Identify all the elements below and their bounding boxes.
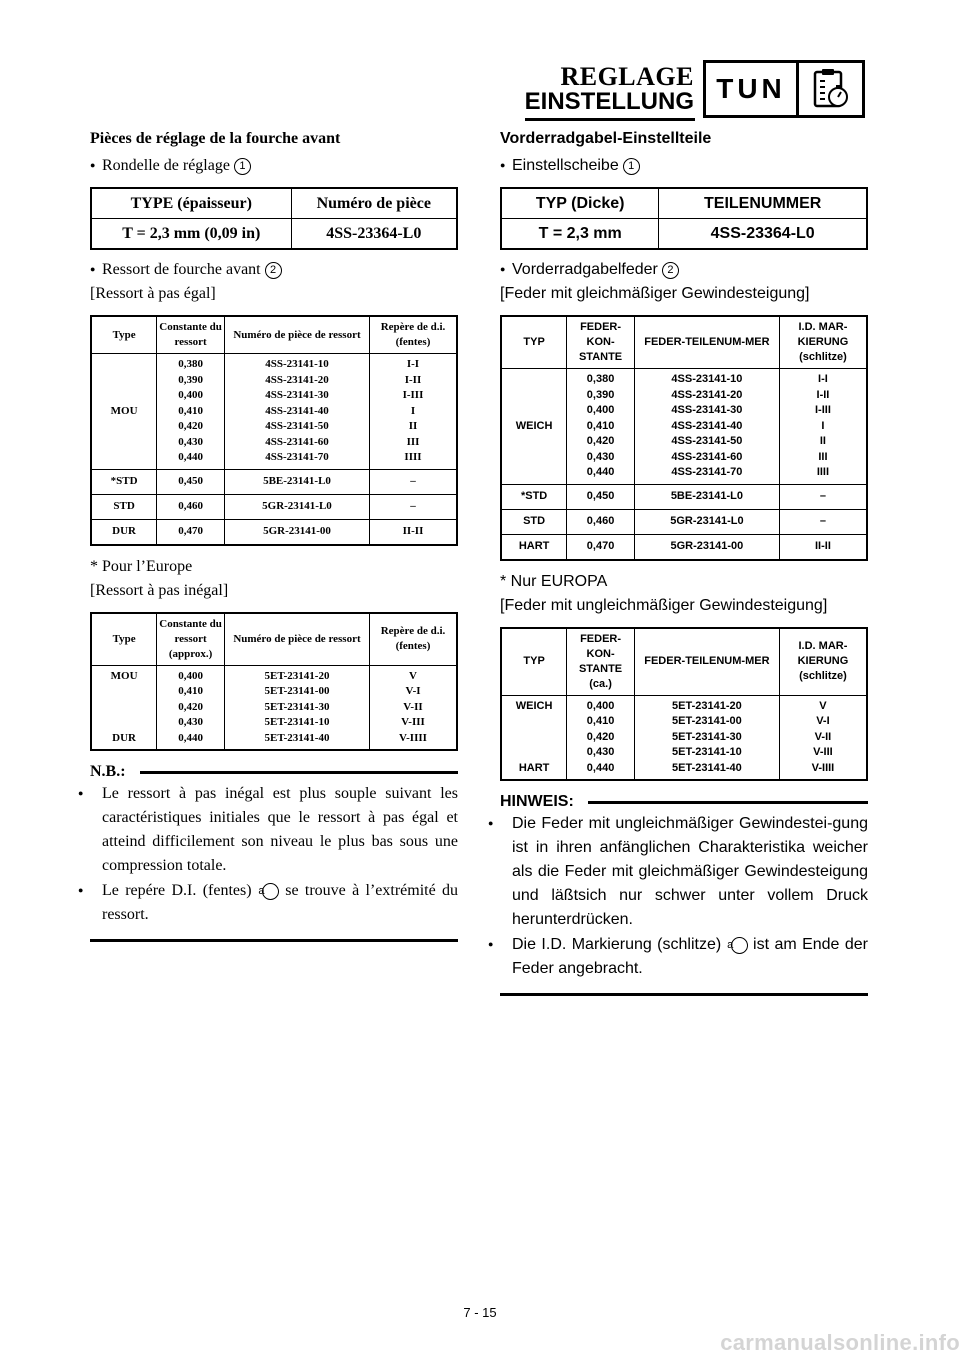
cell-line: 0,410 <box>178 685 203 697</box>
cell-line: 5ET-23141-10 <box>672 746 742 758</box>
table-cell-constants <box>567 369 635 485</box>
washer-table <box>500 187 868 250</box>
cell-line: 0,420 <box>178 420 203 432</box>
table-cell: 5GR-23141-L0 <box>634 509 779 534</box>
table-cell-marks <box>369 665 457 750</box>
bullet-spring <box>500 258 868 281</box>
table-cell-marks <box>779 695 867 780</box>
note-rule <box>588 801 868 804</box>
cell-line: V-II <box>403 700 423 713</box>
note-label: N.B.: <box>90 763 126 780</box>
table-cell: 4SS-23364-L0 <box>659 219 867 250</box>
cell-line: 4SS-23141-10 <box>671 373 743 385</box>
table-cell-constants <box>157 665 225 750</box>
washer-table <box>90 187 458 250</box>
callout-ref: a <box>731 937 748 954</box>
cell-line: V-I <box>405 685 421 697</box>
cell-line: V-IIII <box>399 731 427 744</box>
table-cell: DUR <box>91 519 157 545</box>
cell-line: 0,400 <box>178 669 203 682</box>
table-cell: STD <box>91 494 157 519</box>
section-badge <box>703 60 865 118</box>
cell-line: II <box>408 420 418 432</box>
bullet-spring <box>90 258 458 281</box>
cell-line: 0,430 <box>178 435 203 448</box>
cell-line: HART <box>518 761 550 774</box>
table-cell-type: WEICH <box>501 369 567 485</box>
table-row <box>91 494 457 519</box>
column-french <box>90 128 458 942</box>
note-item <box>500 932 868 981</box>
table-header: Constante du ressort (approx.) <box>157 613 225 666</box>
cell-line: 4SS-23141-20 <box>265 373 329 386</box>
table-row <box>501 484 867 509</box>
cell-line: V <box>819 699 827 712</box>
bullet-washer <box>90 154 458 177</box>
cell-line: 5ET-23141-30 <box>672 730 742 743</box>
callout-ref: 2 <box>265 262 282 279</box>
cell-line: 5ET-23141-10 <box>264 716 330 728</box>
equal-pitch-table <box>500 315 868 561</box>
table-cell: – <box>369 494 457 519</box>
equal-pitch-table <box>90 315 458 546</box>
cell-line: 4SS-23141-70 <box>265 451 329 463</box>
cell-line: DUR <box>112 731 136 744</box>
table-header: FEDER-KON-STANTE <box>567 316 635 369</box>
bullet-text: Vorderradgabelfeder <box>512 261 658 278</box>
note-text: Die Feder mit ungleichmäßiger Gewindestei-gung ist in ihren anfänglichen Charakteristika weicher als die Feder mit gleichmäßiger Gewindesteigung und läßtsich nur schwer unter vollem Druck herunterdrücken. <box>512 815 868 928</box>
cell-line: 0,430 <box>586 450 615 463</box>
table-cell: 0,450 <box>567 484 635 509</box>
cell-line: 5ET-23141-30 <box>264 700 330 713</box>
cell-line: 5ET-23141-00 <box>672 715 742 727</box>
note-label: HINWEIS: <box>500 793 574 810</box>
column-german <box>500 128 868 996</box>
cell-line: 0,440 <box>178 731 203 744</box>
cell-line: I-III <box>814 404 831 416</box>
table-cell-type <box>91 665 157 750</box>
cell-line: 0,440 <box>586 466 615 478</box>
table-cell: 4SS-23364-L0 <box>291 219 457 250</box>
watermark: carmanualsonline.info <box>720 1330 960 1355</box>
table-cell: 0,460 <box>567 509 635 534</box>
header-title-fr: REGLAGE <box>560 62 694 91</box>
table-cell-type <box>501 695 567 780</box>
table-header: FEDER-KON-STANTE (ca.) <box>567 628 635 696</box>
callout-ref: 1 <box>234 158 251 175</box>
cell-line: 5ET-23141-20 <box>672 699 742 712</box>
table-cell: 0,470 <box>157 519 225 545</box>
cell-line: IIII <box>816 466 830 478</box>
table-cell-parts <box>634 695 779 780</box>
cell-line: 4SS-23141-30 <box>265 389 329 401</box>
cell-line: 0,440 <box>586 761 615 774</box>
cell-line: 4SS-23141-50 <box>265 420 329 432</box>
table-header: FEDER-TEILENUM-MER <box>634 628 779 696</box>
cell-line: V-I <box>816 715 830 727</box>
cell-line: 0,430 <box>586 746 615 758</box>
footnote: * Nur EUROPA <box>500 572 608 590</box>
table-header: I.D. MAR-KIERUNG (schlitze) <box>779 628 867 696</box>
header-rule <box>525 118 695 121</box>
cell-line: 0,410 <box>586 715 615 727</box>
cell-line: 0,380 <box>178 358 203 370</box>
table-header: Type <box>91 316 157 354</box>
table-cell: 5GR-23141-00 <box>634 534 779 560</box>
cell-line: I-II <box>404 373 422 386</box>
table-header: Numéro de pièce de ressort <box>225 316 370 354</box>
table-cell-parts <box>634 369 779 485</box>
note-body <box>500 811 868 981</box>
callout-ref: 1 <box>623 158 640 175</box>
note-header <box>90 763 458 781</box>
table-header: I.D. MAR-KIERUNG (schlitze) <box>779 316 867 369</box>
footnote: * Pour l’Europe <box>90 557 193 575</box>
cell-line: I-II <box>816 388 830 401</box>
table-cell: 0,450 <box>157 469 225 494</box>
table-cell: HART <box>501 534 567 560</box>
table-row <box>91 354 457 470</box>
table-cell: STD <box>501 509 567 534</box>
cell-line: I <box>821 419 825 432</box>
table-cell-parts <box>225 354 370 470</box>
cell-line: 5ET-23141-00 <box>264 685 330 697</box>
unequal-pitch-table <box>90 612 458 752</box>
table-cell: T = 2,3 mm (0,09 in) <box>91 219 291 250</box>
note-item <box>90 781 458 878</box>
table-cell: 5GR-23141-L0 <box>225 494 370 519</box>
cell-line: 4SS-23141-40 <box>265 404 329 417</box>
table-header: TYPE (épaisseur) <box>91 188 291 219</box>
table-cell: – <box>779 509 867 534</box>
table-header: TYP <box>501 316 567 369</box>
bullet-washer <box>500 154 868 177</box>
note-end-rule <box>90 939 458 942</box>
section-code: TUN <box>706 63 799 115</box>
table-header: TYP <box>501 628 567 696</box>
table-cell-type: MOU <box>91 354 157 470</box>
table-cell-constants <box>567 695 635 780</box>
cell-line: 0,390 <box>586 388 615 401</box>
section-heading: Vorderradgabel-Einstellteile <box>500 130 712 147</box>
subheading-unequal-pitch: [Ressort à pas inégal] <box>90 581 229 599</box>
table-cell: – <box>779 484 867 509</box>
table-header: Type <box>91 613 157 666</box>
table-cell: II-II <box>779 534 867 560</box>
table-cell-marks <box>369 354 457 470</box>
cell-line: III <box>406 435 420 448</box>
cell-line: 5ET-23141-40 <box>264 731 330 744</box>
note-item <box>500 811 868 932</box>
cell-line: 0,430 <box>178 716 203 728</box>
note-text: Le repére D.I. (fentes) <box>102 882 252 899</box>
table-cell: *STD <box>91 469 157 494</box>
section-heading: Pièces de réglage de la fourche avant <box>90 130 341 147</box>
table-cell: II-II <box>369 519 457 545</box>
table-row <box>501 534 867 560</box>
table-cell: T = 2,3 mm <box>501 219 659 250</box>
cell-line: 0,420 <box>178 700 203 713</box>
bullet-text: Rondelle de réglage <box>102 157 230 174</box>
note-end-rule <box>500 993 868 996</box>
clipboard-stopwatch-icon <box>799 63 862 115</box>
table-cell: *STD <box>501 484 567 509</box>
cell-line: 4SS-23141-30 <box>671 404 743 416</box>
cell-line: 4SS-23141-40 <box>671 419 743 432</box>
cell-line: 4SS-23141-70 <box>671 466 743 478</box>
cell-line: 0,440 <box>178 451 203 463</box>
table-header: Repère de d.i. (fentes) <box>369 613 457 666</box>
cell-line: V-IIII <box>811 761 835 774</box>
note-rule <box>140 771 458 774</box>
cell-line: 0,400 <box>586 404 615 416</box>
cell-line: 4SS-23141-10 <box>265 358 329 370</box>
table-cell-constants <box>157 354 225 470</box>
cell-line: V-III <box>813 746 833 758</box>
table-header: Numéro de pièce de ressort <box>225 613 370 666</box>
note-text: Le ressort à pas inégal est plus souple suivant les caractéristiques initiales que le ressort à pas égal et atteind difficilement son niveau le plus bas sous une compression totale. <box>102 785 458 874</box>
page-number: 7 - 15 <box>463 1305 497 1320</box>
table-cell: 5GR-23141-00 <box>225 519 370 545</box>
cell-line: 0,410 <box>178 404 203 417</box>
subheading-unequal-pitch: [Feder mit ungleichmäßiger Gewindesteigung] <box>500 596 828 614</box>
table-cell: 5BE-23141-L0 <box>225 469 370 494</box>
subheading-equal-pitch: [Feder mit gleichmäßiger Gewindesteigung] <box>500 285 810 302</box>
cell-line: 4SS-23141-20 <box>671 388 743 401</box>
note-body <box>90 781 458 927</box>
cell-line: 0,420 <box>586 435 615 447</box>
cell-line: 0,410 <box>586 419 615 432</box>
table-header: Repère de d.i. (fentes) <box>369 316 457 354</box>
cell-line: 0,400 <box>178 389 203 401</box>
table-header: FEDER-TEILENUM-MER <box>634 316 779 369</box>
table-cell: – <box>369 469 457 494</box>
cell-line: I-I <box>406 358 420 370</box>
note-header <box>500 793 868 811</box>
table-row <box>91 665 457 750</box>
cell-line: I-I <box>818 373 828 385</box>
cell-line: 5ET-23141-20 <box>264 669 330 682</box>
cell-line: III <box>818 450 828 463</box>
bullet-text: Einstellscheibe <box>512 157 619 174</box>
cell-line: V-III <box>401 716 425 728</box>
bullet-text: Ressort de fourche avant <box>102 261 261 278</box>
table-header: Constante du ressort <box>157 316 225 354</box>
cell-line: IIII <box>404 451 422 463</box>
cell-line: V-II <box>814 730 832 743</box>
cell-line: I-III <box>402 389 424 401</box>
cell-line: 0,380 <box>586 373 615 385</box>
cell-line: 4SS-23141-50 <box>671 435 743 447</box>
unequal-pitch-table <box>500 627 868 782</box>
table-cell: 5BE-23141-L0 <box>634 484 779 509</box>
table-header: TEILENUMMER <box>659 188 867 219</box>
cell-line: WEICH <box>515 699 553 712</box>
table-cell: 0,460 <box>157 494 225 519</box>
header-title-de: EINSTELLUNG <box>524 88 694 115</box>
note-text: Die I.D. Markierung (schlitze) <box>512 936 722 953</box>
table-row <box>501 369 867 485</box>
table-cell: 0,470 <box>567 534 635 560</box>
cell-line: 4SS-23141-60 <box>671 450 743 463</box>
cell-line: 5ET-23141-40 <box>672 761 742 774</box>
cell-line: 0,400 <box>586 699 615 712</box>
table-cell-marks <box>779 369 867 485</box>
note-text: ist am Ende der Feder angebracht. <box>512 936 868 977</box>
table-row <box>91 519 457 545</box>
cell-line: MOU <box>110 669 138 682</box>
cell-line: 0,420 <box>586 730 615 743</box>
table-row <box>501 695 867 780</box>
table-row <box>501 509 867 534</box>
cell-line: II <box>819 435 826 447</box>
table-row <box>91 469 457 494</box>
table-cell-parts <box>225 665 370 750</box>
cell-line: 0,390 <box>178 373 203 386</box>
cell-line: 4SS-23141-60 <box>265 435 329 448</box>
table-header: Numéro de pièce <box>291 188 457 219</box>
note-item <box>90 878 458 927</box>
note-text: se trouve à l’extrémité du ressort. <box>102 882 459 923</box>
subheading-equal-pitch: [Ressort à pas égal] <box>90 285 216 302</box>
cell-line: V <box>409 669 417 682</box>
callout-ref: 2 <box>662 262 679 279</box>
cell-line: I <box>410 404 416 417</box>
table-header: TYP (Dicke) <box>501 188 659 219</box>
callout-ref: a <box>262 883 279 900</box>
